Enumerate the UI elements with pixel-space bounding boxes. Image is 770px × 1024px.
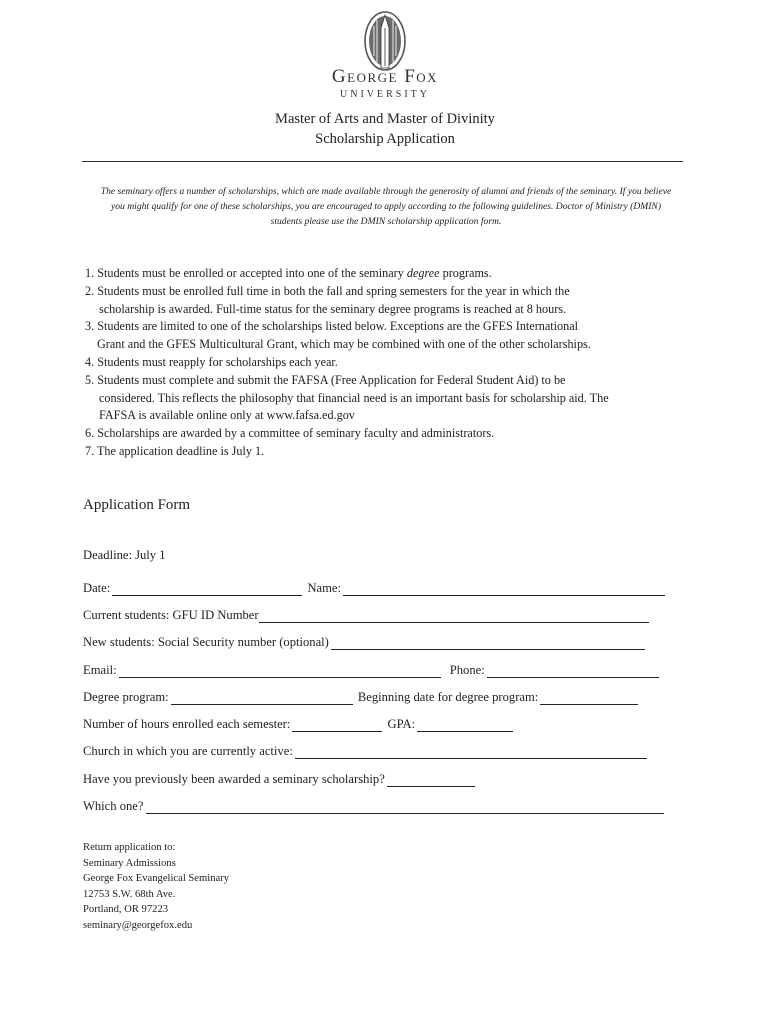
header-divider xyxy=(82,161,683,162)
which-one-field[interactable] xyxy=(146,800,664,814)
phone-label: Phone: xyxy=(449,663,485,677)
degree-label: Degree program: xyxy=(83,690,169,704)
eligibility-rules xyxy=(85,265,695,461)
university-logo-icon xyxy=(363,10,407,72)
document-title xyxy=(0,109,770,149)
gpa-field[interactable] xyxy=(417,718,513,732)
title-line-2: Scholarship Application xyxy=(315,131,455,147)
degree-field[interactable] xyxy=(171,691,353,705)
rule-5-cont: FAFSA is available online only at www.fafsa.ed.gov xyxy=(99,408,355,423)
title-line-1: Master of Arts and Master of Divinity xyxy=(275,111,495,127)
gfu-id-field[interactable] xyxy=(259,609,649,623)
previous-scholarship-field[interactable] xyxy=(387,773,475,787)
ssn-field[interactable] xyxy=(331,636,645,650)
rule-3: 3. Students are limited to one of the scholarships listed below. Exceptions are the GFES International xyxy=(85,319,579,334)
rule-7: 7. The application deadline is July 1. xyxy=(85,443,265,458)
degree-row xyxy=(83,690,683,708)
gfu-id-label: Current students: GFU ID Number xyxy=(83,608,259,622)
rule-text: programs. xyxy=(439,266,492,280)
email-field[interactable] xyxy=(119,664,441,678)
hours-gpa-row xyxy=(83,717,683,735)
begin-date-label: Beginning date for degree program: xyxy=(357,690,539,704)
intro-line: students please use the DMIN scholarship application form. xyxy=(270,216,502,227)
return-heading: Return application to: xyxy=(83,842,176,853)
church-row xyxy=(83,744,683,762)
previous-scholarship-label: Have you previously been awarded a seminary scholarship? xyxy=(83,772,385,786)
return-line: George Fox Evangelical Seminary xyxy=(83,873,230,884)
university-subtitle: UNIVERSITY xyxy=(340,89,430,100)
date-label: Date: xyxy=(83,581,111,595)
phone-field[interactable] xyxy=(487,664,659,678)
date-field[interactable] xyxy=(112,582,302,596)
gfu-id-row xyxy=(83,608,683,626)
gpa-label: GPA: xyxy=(387,717,416,731)
rule-1 xyxy=(85,265,695,283)
which-one-label: Which one? xyxy=(83,799,144,813)
ssn-row xyxy=(83,635,683,653)
rule-text: 1. Students must be enrolled or accepted into one of the seminary xyxy=(85,266,407,280)
return-line: Portland, OR 97223 xyxy=(83,904,169,915)
intro-line: you might qualify for one of these scholarships, you are encouraged to apply according to the following guidelines. Doctor of Ministry (DMIN) xyxy=(110,201,662,212)
deadline-text: Deadline: July 1 xyxy=(83,548,166,562)
university-wordmark: George Fox xyxy=(331,66,439,87)
email-label: Email: xyxy=(83,663,117,677)
rule-2-cont: scholarship is awarded. Full-time status for the seminary degree programs is reached at 8 hours. xyxy=(99,301,567,316)
intro-paragraph xyxy=(86,184,686,229)
hours-label: Number of hours enrolled each semester: xyxy=(83,717,291,731)
previous-scholarship-row xyxy=(83,772,683,790)
rule-2: 2. Students must be enrolled full time in both the fall and spring semesters for the year in which the xyxy=(85,283,570,298)
return-line: Seminary Admissions xyxy=(83,857,176,869)
return-email: seminary@georgefox.edu xyxy=(83,919,193,931)
rule-4: 4. Students must reapply for scholarships each year. xyxy=(85,354,338,369)
rule-5-cont: considered. This reflects the philosophy that financial need is an important basis for scholarship aid. The xyxy=(99,390,609,405)
rule-emphasis: degree xyxy=(406,266,440,280)
begin-date-field[interactable] xyxy=(540,691,638,705)
church-field[interactable] xyxy=(295,745,647,759)
name-label: Name: xyxy=(307,581,342,595)
rule-3-cont: Grant and the GFES Multicultural Grant, which may be combined with one of the other scholarships. xyxy=(97,337,591,352)
rule-6: 6. Scholarships are awarded by a committee of seminary faculty and administrators. xyxy=(85,426,495,441)
return-address xyxy=(83,840,229,933)
rule-5: 5. Students must complete and submit the FAFSA (Free Application for Federal Student Aid) to be xyxy=(85,372,566,387)
hours-field[interactable] xyxy=(292,718,382,732)
email-phone-row xyxy=(83,663,683,681)
church-label: Church in which you are currently active: xyxy=(83,744,293,758)
return-line: 12753 S.W. 68th Ave. xyxy=(83,888,176,900)
ssn-label: New students: Social Security number (optional) xyxy=(83,635,329,649)
which-one-row xyxy=(83,799,683,817)
name-field[interactable] xyxy=(343,582,665,596)
application-form-heading: Application Form xyxy=(83,497,191,513)
intro-line: The seminary offers a number of scholarships, which are made available through the generosity of alumni and friends of the seminary. If you believe xyxy=(100,186,672,197)
date-name-row xyxy=(83,581,683,599)
